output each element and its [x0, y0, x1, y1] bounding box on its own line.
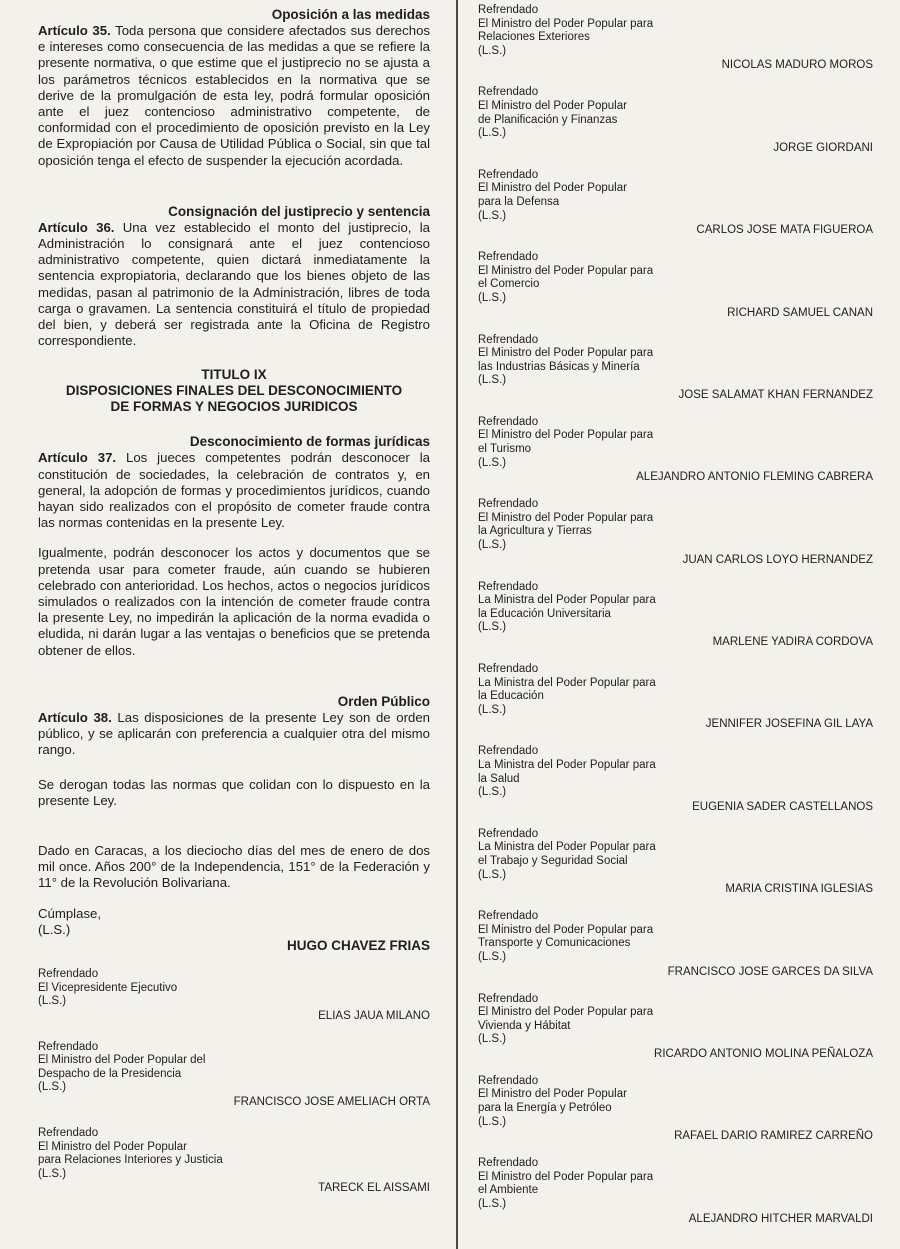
signature-block [478, 498, 873, 566]
signature-block [478, 416, 873, 484]
president-seal: (L.S.) [38, 921, 71, 937]
left-signatures [38, 968, 430, 1196]
signature-block [478, 581, 873, 649]
signature-block [478, 251, 873, 319]
right-column [478, 4, 873, 1240]
minister-title-line: Relaciones Exteriores [478, 31, 590, 44]
minister-title-line: La Ministra del Poder Popular para [478, 841, 656, 854]
minister-title-line: la Educación Universitaria [478, 607, 611, 620]
refrendado-label: Refrendado [478, 910, 539, 923]
refrendado-label: Refrendado [478, 251, 539, 264]
minister-name: ALEJANDRO HITCHER MARVALDI [688, 1212, 873, 1225]
minister-name: JOSE SALAMAT KHAN FERNANDEZ [678, 388, 873, 401]
article-36-label: Artículo 36. [38, 219, 115, 235]
minister-title-line: El Ministro del Poder Popular para [478, 429, 654, 442]
seal-mark: (L.S.) [478, 456, 507, 469]
seal-mark: (L.S.) [478, 44, 507, 57]
article-35-heading: Oposición a las medidas [271, 7, 430, 22]
minister-name: EUGENIA SADER CASTELLANOS [692, 800, 873, 813]
refrendado-label: Refrendado [478, 580, 539, 593]
minister-title-line: las Industrias Básicas y Minería [478, 360, 640, 373]
minister-title-line: el Turismo [478, 443, 532, 456]
minister-name: CARLOS JOSE MATA FIGUEROA [696, 224, 873, 237]
seal-mark: (L.S.) [38, 1081, 67, 1094]
signature-block [478, 993, 873, 1061]
seal-mark: (L.S.) [478, 786, 507, 799]
signature-block [478, 169, 873, 237]
refrendado-label: Refrendado [478, 1157, 539, 1170]
minister-name: NICOLAS MADURO MOROS [721, 59, 873, 72]
signature-block [38, 1127, 430, 1195]
titulo-number: TITULO IX [201, 367, 267, 383]
minister-title-line: de Planificación y Finanzas [478, 113, 618, 126]
signature-block [478, 1075, 873, 1143]
article-37-text [38, 450, 430, 531]
minister-name: MARIA CRISTINA IGLESIAS [725, 883, 873, 896]
seal-mark: (L.S.) [478, 703, 507, 716]
seal-mark: (L.S.) [38, 995, 67, 1008]
minister-name: ALEJANDRO ANTONIO FLEMING CABRERA [636, 471, 873, 484]
seal-mark: (L.S.) [478, 127, 507, 140]
refrendado-label: Refrendado [38, 1127, 99, 1140]
minister-name: FRANCISCO JOSE GARCES DA SILVA [667, 965, 873, 978]
refrendado-label: Refrendado [478, 415, 539, 428]
minister-name: ELIAS JAUA MILANO [318, 1009, 430, 1022]
article-37-paragraph-2: Igualmente, podrán desconocer los actos y documentos que se pretenda usar para cometer fraude, aún cuando se hubieren celebrado con anterioridad. Los hechos, actos o negocios jurídicos simulados o realizados con la intención de cometer fraude contra la presente Ley, no impedirán la aplicación de la norma evadida o eludida, ni darán lugar a las ventajas o beneficios que se pretenda obtener de ellos. [38, 545, 430, 658]
minister-title-line: para la Energía y Petróleo [478, 1102, 612, 1115]
refrendado-label: Refrendado [38, 1040, 99, 1053]
signature-block [478, 86, 873, 154]
minister-title-line: La Ministra del Poder Popular para [478, 676, 656, 689]
signature-block [478, 4, 873, 72]
refrendado-label: Refrendado [478, 992, 539, 1005]
article-37-label: Artículo 37. [38, 450, 117, 466]
minister-title-line: El Ministro del Poder Popular para [478, 347, 654, 360]
article-36-body: Una vez establecido el monto del justiprecio, la Administración lo consignará ante el juez contencioso administrativo competente, quien dictará inmediatamente la sentencia expropiatoria, declarando que los bienes objeto de las medidas, pasan al patrimonio de la Administración, libres de toda carga o gravamen. La sentencia constituirá el título de propiedad del bien, y deberá ser registrada ante la Oficina de Registro correspondiente. [38, 219, 430, 349]
minister-title-line: para Relaciones Interiores y Justicia [38, 1154, 223, 1167]
article-38-heading: Orden Público [337, 693, 430, 709]
signature-block [478, 663, 873, 731]
seal-mark: (L.S.) [478, 868, 507, 881]
right-signatures [478, 4, 873, 1226]
minister-name: MARLENE YADIRA CORDOVA [712, 636, 873, 648]
article-35-body: Toda persona que considere afectados sus derechos e intereses como consecuencia de las medidas a que se refiere la presente normativa, o que estime que el justiprecio no se ajusta a los parámetros técnicos establecidos en la normativa que se derive de la promulgación de esta ley, podrá formular oposición ante el juez contencioso administrativo competente, de conformidad con el procedimiento de oposición previsto en la Ley de Expropiación por Causa de Utilidad Pública o Social, sin que tal oposición tenga el efecto de suspender la ejecución acordada. [38, 23, 430, 168]
seal-mark: (L.S.) [478, 209, 507, 222]
minister-title-line: El Ministro del Poder Popular para [478, 511, 654, 524]
minister-title-line: El Ministro del Poder Popular del [38, 1054, 206, 1067]
minister-title-line: El Ministro del Poder Popular para [478, 923, 654, 936]
refrendado-label: Refrendado [478, 86, 539, 99]
signature-block [38, 1041, 430, 1109]
minister-title-line: para la Defensa [478, 195, 560, 208]
signature-block [478, 1157, 873, 1225]
president-name: HUGO CHAVEZ FRIAS [286, 937, 430, 953]
minister-title-line: La Ministra del Poder Popular para [478, 594, 656, 607]
seal-mark: (L.S.) [478, 291, 507, 304]
minister-title-line: El Ministro del Poder Popular para [478, 1006, 654, 1019]
signature-block [38, 968, 430, 1023]
minister-title-line: El Ministro del Poder Popular [38, 1140, 187, 1153]
seal-mark: (L.S.) [478, 1033, 507, 1046]
minister-title-line: La Ministra del Poder Popular para [478, 758, 656, 771]
minister-title-line: la Agricultura y Tierras [478, 525, 592, 538]
titulo-title-line1: DISPOSICIONES FINALES DEL DESCONOCIMIENTO [65, 383, 403, 399]
minister-title-line: El Ministro del Poder Popular para [478, 1170, 654, 1183]
minister-title-line: El Ministro del Poder Popular [478, 99, 627, 112]
minister-name: FRANCISCO JOSE AMELIACH ORTA [233, 1096, 430, 1109]
column-divider [456, 0, 458, 1249]
minister-title-line: Despacho de la Presidencia [38, 1067, 182, 1080]
signature-block [478, 910, 873, 978]
refrendado-label: Refrendado [478, 1074, 539, 1087]
minister-title-line: la Salud [478, 772, 520, 785]
minister-title-line: El Ministro del Poder Popular para [478, 17, 654, 30]
minister-title-line: El Ministro del Poder Popular [478, 1088, 627, 1101]
minister-name: RICHARD SAMUEL CANAN [727, 306, 873, 319]
signature-block [478, 745, 873, 813]
signature-block [478, 334, 873, 402]
minister-title-line: el Comercio [478, 278, 540, 291]
minister-name: JUAN CARLOS LOYO HERNANDEZ [682, 553, 873, 566]
article-37-body: Los jueces competentes podrán desconocer la constitución de sociedades, la celebración de contratos y, en general, la adopción de formas y procedimientos jurídicos, cuando hayan sido realizados con el propósito de cometer fraude contra las normas contenidas en la presente Ley. [38, 450, 430, 531]
refrendado-label: Refrendado [478, 4, 539, 16]
article-36-text [38, 220, 430, 350]
minister-title-line: El Ministro del Poder Popular [478, 182, 627, 195]
left-column [38, 6, 430, 1213]
refrendado-label: Refrendado [478, 168, 539, 181]
refrendado-label: Refrendado [478, 498, 539, 511]
minister-name: RAFAEL DARIO RAMIREZ CARREÑO [674, 1130, 873, 1143]
article-38-body: Las disposiciones de la presente Ley son de orden público, y se aplicarán con preferencia a cualquier otra del mismo rango. [38, 709, 430, 758]
dado-en-caracas: Dado en Caracas, a los dieciocho días del mes de enero de dos mil once. Años 200° de la Independencia, 151° de la Federación y 11° de la Revolución Bolivariana. [38, 842, 430, 891]
refrendado-label: Refrendado [478, 827, 539, 840]
minister-name: JORGE GIORDANI [773, 141, 873, 154]
seal-mark: (L.S.) [38, 1167, 67, 1180]
minister-name: TARECK EL AISSAMI [318, 1182, 430, 1195]
cumplase: Cúmplase, [38, 905, 102, 921]
seal-mark: (L.S.) [478, 1198, 507, 1211]
article-37-heading: Desconocimiento de formas jurídicas [189, 434, 430, 450]
seal-mark: (L.S.) [478, 621, 507, 634]
minister-name: JENNIFER JOSEFINA GIL LAYA [705, 718, 873, 731]
titulo-title-line2: DE FORMAS Y NEGOCIOS JURIDICOS [110, 399, 358, 415]
refrendado-label: Refrendado [478, 333, 539, 346]
minister-title-line: El Ministro del Poder Popular para [478, 264, 654, 277]
minister-title-line: el Trabajo y Seguridad Social [478, 854, 628, 867]
seal-mark: (L.S.) [478, 950, 507, 963]
refrendado-label: Refrendado [38, 967, 99, 980]
refrendado-label: Refrendado [478, 745, 539, 758]
article-35-text [38, 23, 430, 169]
article-36-heading: Consignación del justiprecio y sentencia [168, 203, 430, 219]
minister-title-line: la Educación [478, 690, 544, 703]
derogation-clause: Se derogan todas las normas que colidan con lo dispuesto en la presente Ley. [38, 776, 430, 808]
refrendado-label: Refrendado [478, 663, 539, 675]
minister-name: RICARDO ANTONIO MOLINA PEÑALOZA [654, 1047, 873, 1060]
article-38-text [38, 710, 430, 759]
article-35-label: Artículo 35. [38, 23, 111, 38]
seal-mark: (L.S.) [478, 374, 507, 387]
article-38-label: Artículo 38. [38, 709, 112, 725]
minister-title-line: Vivienda y Hábitat [478, 1019, 571, 1032]
minister-title-line: el Ambiente [478, 1184, 539, 1197]
signature-block [478, 828, 873, 896]
seal-mark: (L.S.) [478, 539, 507, 552]
minister-title-line: Transporte y Comunicaciones [478, 937, 631, 950]
seal-mark: (L.S.) [478, 1115, 507, 1128]
minister-title-line: El Vicepresidente Ejecutivo [38, 981, 178, 994]
